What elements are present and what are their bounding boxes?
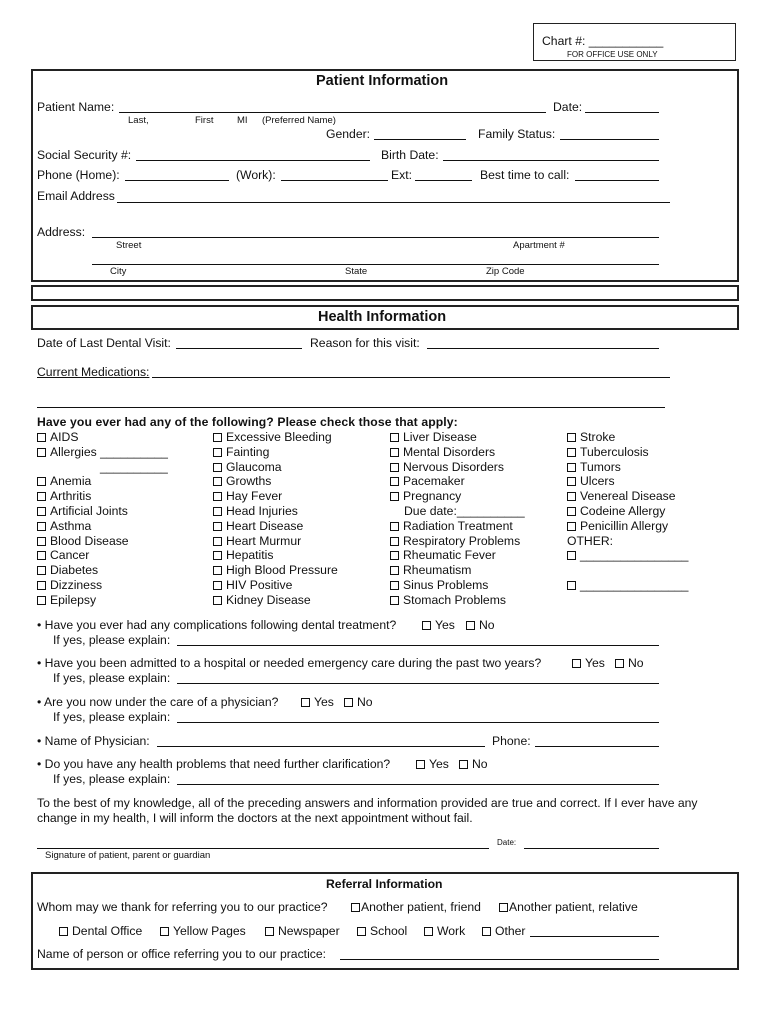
address-label: Address: bbox=[37, 225, 86, 239]
checkbox[interactable] bbox=[567, 433, 576, 442]
ext-field[interactable] bbox=[415, 180, 472, 181]
checkbox[interactable] bbox=[390, 477, 399, 486]
condition-tuberculosis[interactable]: Tuberculosis bbox=[567, 445, 688, 460]
apartment-hint: Apartment # bbox=[513, 240, 565, 251]
condition-high-blood-pressure[interactable]: High Blood Pressure bbox=[213, 563, 338, 578]
state-hint: State bbox=[345, 266, 368, 277]
checkbox[interactable] bbox=[37, 522, 46, 531]
checkbox[interactable] bbox=[567, 448, 576, 457]
checkbox[interactable] bbox=[213, 448, 222, 457]
medications-field-2[interactable] bbox=[37, 407, 665, 408]
reason-label: Reason for this visit: bbox=[310, 336, 420, 350]
office-use-note: FOR OFFICE USE ONLY bbox=[567, 50, 658, 59]
checkbox[interactable] bbox=[390, 463, 399, 472]
checkbox[interactable] bbox=[615, 659, 624, 668]
explain-label-3: If yes, please explain: bbox=[53, 710, 171, 724]
referrer-name-field[interactable] bbox=[340, 959, 659, 960]
checkbox[interactable] bbox=[390, 492, 399, 501]
condition-hay-fever[interactable]: Hay Fever bbox=[213, 489, 338, 504]
condition-hiv-positive[interactable]: HIV Positive bbox=[213, 578, 338, 593]
condition-ulcers[interactable]: Ulcers bbox=[567, 474, 688, 489]
opt-other[interactable]: Other bbox=[482, 924, 525, 938]
physician-name-field[interactable] bbox=[157, 746, 485, 747]
checkbox[interactable] bbox=[567, 522, 576, 531]
zip-hint: Zip Code bbox=[486, 266, 525, 277]
referral-question: Whom may we thank for referring you to our practice? bbox=[37, 900, 328, 914]
condition-codeine-allergy[interactable]: Codeine Allergy bbox=[567, 504, 688, 519]
checkbox[interactable] bbox=[37, 537, 46, 546]
ext-label: Ext: bbox=[391, 168, 412, 182]
explain-field-4[interactable] bbox=[177, 784, 659, 785]
checkbox[interactable] bbox=[390, 566, 399, 575]
condition-asthma[interactable]: Asthma bbox=[37, 519, 168, 534]
gender-label: Gender: bbox=[326, 127, 371, 141]
checkbox[interactable] bbox=[567, 581, 576, 590]
condition-allergies[interactable]: Allergies __________ bbox=[37, 445, 168, 460]
birth-date-field[interactable] bbox=[443, 160, 659, 161]
q-physician-care: • Are you now under the care of a physician? bbox=[37, 695, 279, 709]
checkbox[interactable] bbox=[213, 566, 222, 575]
street-hint: Street bbox=[116, 240, 142, 251]
checkbox[interactable] bbox=[37, 477, 46, 486]
q-complications-yes[interactable]: Yes bbox=[422, 618, 455, 632]
explain-label-2: If yes, please explain: bbox=[53, 671, 171, 685]
checkbox[interactable] bbox=[37, 551, 46, 560]
q-hospital: • Have you been admitted to a hospital or needed emergency care during the past two years? bbox=[37, 656, 542, 670]
family-status-field[interactable] bbox=[560, 139, 659, 140]
patient-name-label: Patient Name: bbox=[37, 100, 115, 114]
ssn-field[interactable] bbox=[136, 160, 370, 161]
condition-artificial-joints[interactable]: Artificial Joints bbox=[37, 504, 168, 519]
checkbox[interactable] bbox=[213, 581, 222, 590]
q-health-no[interactable]: No bbox=[459, 757, 488, 771]
q-hospital-yes[interactable]: Yes bbox=[572, 656, 605, 670]
condition-rheumatism[interactable]: Rheumatism bbox=[390, 563, 525, 578]
checkbox[interactable] bbox=[37, 581, 46, 590]
sig-date-field[interactable] bbox=[524, 848, 659, 849]
checkbox[interactable] bbox=[567, 492, 576, 501]
statement-line-1: To the best of my knowledge, all of the preceding answers and information provided are true and correct. If I ever have any bbox=[37, 796, 698, 810]
q-complications-no[interactable]: No bbox=[466, 618, 495, 632]
conditions-col-1 bbox=[37, 430, 168, 608]
condition-stroke[interactable]: Stroke bbox=[567, 430, 688, 445]
checkbox[interactable] bbox=[351, 903, 360, 912]
condition-glaucoma[interactable]: Glaucoma bbox=[213, 460, 338, 475]
medications-field-1[interactable] bbox=[152, 377, 670, 378]
condition-arthritis[interactable]: Arthritis bbox=[37, 489, 168, 504]
other-referral-field[interactable] bbox=[530, 936, 659, 937]
condition-venereal-disease[interactable]: Venereal Disease bbox=[567, 489, 688, 504]
other-label: OTHER: bbox=[567, 533, 614, 548]
opt-dental-office[interactable]: Dental Office bbox=[59, 924, 142, 938]
checkbox[interactable] bbox=[390, 522, 399, 531]
opt-work[interactable]: Work bbox=[424, 924, 465, 938]
checkbox[interactable] bbox=[37, 433, 46, 442]
condition-dizziness[interactable]: Dizziness bbox=[37, 578, 168, 593]
first-name-hint: First bbox=[195, 115, 214, 126]
condition-hepatitis[interactable]: Hepatitis bbox=[213, 548, 338, 563]
last-visit-field[interactable] bbox=[176, 348, 302, 349]
q-health-yes[interactable]: Yes bbox=[416, 757, 449, 771]
checkbox[interactable] bbox=[213, 537, 222, 546]
explain-field-3[interactable] bbox=[177, 722, 659, 723]
conditions-col-3 bbox=[390, 430, 525, 608]
checkbox[interactable] bbox=[499, 903, 508, 912]
birth-date-label: Birth Date: bbox=[381, 148, 439, 162]
checkbox[interactable] bbox=[567, 477, 576, 486]
checkbox[interactable] bbox=[567, 507, 576, 516]
patient-info-title: Patient Information bbox=[316, 73, 449, 89]
gender-field[interactable] bbox=[374, 139, 466, 140]
condition-aids[interactable]: AIDS bbox=[37, 430, 168, 445]
checkbox[interactable] bbox=[301, 698, 310, 707]
physician-phone-field[interactable] bbox=[535, 746, 659, 747]
checkbox[interactable] bbox=[37, 566, 46, 575]
city-state-zip-field[interactable] bbox=[92, 264, 659, 265]
checkbox[interactable] bbox=[424, 927, 433, 936]
opt-another-patient-friend[interactable]: Another patient, friend bbox=[351, 900, 481, 914]
referral-title: Referral Information bbox=[326, 877, 443, 891]
condition-kidney-disease[interactable]: Kidney Disease bbox=[213, 593, 338, 608]
opt-newspaper[interactable]: Newspaper bbox=[265, 924, 340, 938]
family-status-label: Family Status: bbox=[478, 127, 556, 141]
checkbox[interactable] bbox=[37, 507, 46, 516]
checkbox[interactable] bbox=[213, 551, 222, 560]
condition-pacemaker[interactable]: Pacemaker bbox=[390, 474, 525, 489]
condition-mental-disorders[interactable]: Mental Disorders bbox=[390, 445, 525, 460]
checkbox[interactable] bbox=[567, 463, 576, 472]
condition-stomach-problems[interactable]: Stomach Problems bbox=[390, 593, 525, 608]
checkbox[interactable] bbox=[265, 927, 274, 936]
condition-excessive-bleeding[interactable]: Excessive Bleeding bbox=[213, 430, 338, 445]
explain-field-2[interactable] bbox=[177, 683, 659, 684]
checkbox[interactable] bbox=[213, 492, 222, 501]
physician-name-label: • Name of Physician: bbox=[37, 734, 150, 748]
checkbox[interactable] bbox=[213, 477, 222, 486]
q-health-problems: • Do you have any health problems that need further clarification? bbox=[37, 757, 391, 771]
checkbox[interactable] bbox=[459, 760, 468, 769]
q-physician-yes[interactable]: Yes bbox=[301, 695, 334, 709]
patient-name-field[interactable] bbox=[119, 112, 546, 113]
checkbox[interactable] bbox=[567, 551, 576, 560]
ssn-label: Social Security #: bbox=[37, 148, 132, 162]
date-label: Date: bbox=[553, 100, 583, 114]
checkbox[interactable] bbox=[422, 621, 431, 630]
condition-liver-disease[interactable]: Liver Disease bbox=[390, 430, 525, 445]
explain-label-1: If yes, please explain: bbox=[53, 633, 171, 647]
condition-growths[interactable]: Growths bbox=[213, 474, 338, 489]
last-visit-label: Date of Last Dental Visit: bbox=[37, 336, 171, 350]
sig-date-label: Date: bbox=[497, 838, 517, 847]
condition-radiation-treatment[interactable]: Radiation Treatment bbox=[390, 519, 525, 534]
last-name-hint: Last, bbox=[128, 115, 149, 126]
condition-epilepsy[interactable]: Epilepsy bbox=[37, 593, 168, 608]
checkbox[interactable] bbox=[213, 463, 222, 472]
due-date-field[interactable]: Due date:__________ bbox=[404, 503, 525, 518]
mi-hint: MI bbox=[237, 115, 248, 126]
condition-anemia[interactable]: Anemia bbox=[37, 474, 168, 489]
condition-cancer[interactable]: Cancer bbox=[37, 548, 168, 563]
checkbox[interactable] bbox=[572, 659, 581, 668]
checkbox[interactable] bbox=[59, 927, 68, 936]
physician-phone-label: Phone: bbox=[492, 734, 531, 748]
checkbox[interactable] bbox=[160, 927, 169, 936]
preferred-name-hint: (Preferred Name) bbox=[262, 115, 336, 126]
checkbox[interactable] bbox=[482, 927, 491, 936]
opt-another-patient-relative[interactable]: Another patient, relative bbox=[499, 900, 638, 914]
best-time-field[interactable] bbox=[575, 180, 659, 181]
checkbox[interactable] bbox=[213, 507, 222, 516]
chart-number-label: Chart #: ___________ bbox=[542, 34, 664, 48]
condition-other-2[interactable]: ________________ bbox=[567, 578, 688, 593]
checkbox[interactable] bbox=[390, 448, 399, 457]
checkbox[interactable] bbox=[213, 522, 222, 531]
condition-blood-disease[interactable]: Blood Disease bbox=[37, 534, 168, 549]
condition-heart-disease[interactable]: Heart Disease bbox=[213, 519, 338, 534]
opt-school[interactable]: School bbox=[357, 924, 407, 938]
checkbox[interactable] bbox=[37, 448, 46, 457]
phone-work-label: (Work): bbox=[236, 168, 276, 182]
explain-label-4: If yes, please explain: bbox=[53, 772, 171, 786]
best-time-label: Best time to call: bbox=[480, 168, 570, 182]
phone-home-label: Phone (Home): bbox=[37, 168, 120, 182]
condition-other-1[interactable]: ________________ bbox=[567, 548, 688, 563]
q-complications: • Have you ever had any complications following dental treatment? bbox=[37, 618, 397, 632]
blank-row bbox=[567, 563, 688, 578]
condition-tumors[interactable]: Tumors bbox=[567, 460, 688, 475]
statement-line-2: change in my health, I will inform the doctors at the next appointment without fail. bbox=[37, 811, 473, 825]
condition-rheumatic-fever[interactable]: Rheumatic Fever bbox=[390, 548, 525, 563]
signature-label: Signature of patient, parent or guardian bbox=[45, 850, 211, 861]
email-field[interactable] bbox=[117, 202, 670, 203]
checkbox[interactable] bbox=[390, 596, 399, 605]
opt-yellow-pages[interactable]: Yellow Pages bbox=[160, 924, 246, 938]
condition-fainting[interactable]: Fainting bbox=[213, 445, 338, 460]
medications-label: Current Medications: bbox=[37, 365, 150, 379]
health-info-title: Health Information bbox=[318, 309, 447, 325]
condition-diabetes[interactable]: Diabetes bbox=[37, 563, 168, 578]
checkbox[interactable] bbox=[390, 433, 399, 442]
condition-respiratory-problems[interactable]: Respiratory Problems bbox=[390, 534, 525, 549]
checkbox[interactable] bbox=[357, 927, 366, 936]
conditions-question: Have you ever had any of the following? Please check those that apply: bbox=[37, 415, 458, 429]
conditions-col-4 bbox=[567, 430, 688, 593]
referrer-name-label: Name of person or office referring you to our practice: bbox=[37, 947, 327, 961]
condition-nervous-disorders[interactable]: Nervous Disorders bbox=[390, 460, 525, 475]
street-field[interactable] bbox=[92, 237, 659, 238]
condition-heart-murmur[interactable]: Heart Murmur bbox=[213, 534, 338, 549]
condition-head-injuries[interactable]: Head Injuries bbox=[213, 504, 338, 519]
condition-pregnancy[interactable]: Pregnancy bbox=[390, 489, 525, 504]
checkbox[interactable] bbox=[37, 492, 46, 501]
allergies-continuation[interactable]: __________ bbox=[100, 459, 168, 474]
condition-penicillin-allergy[interactable]: Penicillin Allergy bbox=[567, 519, 688, 534]
checkbox[interactable] bbox=[37, 596, 46, 605]
q-hospital-no[interactable]: No bbox=[615, 656, 644, 670]
signature-field[interactable] bbox=[37, 848, 489, 849]
condition-sinus-problems[interactable]: Sinus Problems bbox=[390, 578, 525, 593]
checkbox[interactable] bbox=[390, 537, 399, 546]
email-label: Email Address bbox=[37, 189, 115, 203]
checkbox[interactable] bbox=[213, 433, 222, 442]
checkbox[interactable] bbox=[344, 698, 353, 707]
section-divider bbox=[31, 285, 739, 301]
checkbox[interactable] bbox=[416, 760, 425, 769]
reason-field[interactable] bbox=[427, 348, 659, 349]
q-physician-no[interactable]: No bbox=[344, 695, 373, 709]
checkbox[interactable] bbox=[213, 596, 222, 605]
checkbox[interactable] bbox=[390, 551, 399, 560]
conditions-col-2 bbox=[213, 430, 338, 608]
phone-work-field[interactable] bbox=[281, 180, 388, 181]
date-field[interactable] bbox=[585, 112, 659, 113]
checkbox[interactable] bbox=[390, 581, 399, 590]
phone-home-field[interactable] bbox=[125, 180, 229, 181]
explain-field-1[interactable] bbox=[177, 645, 659, 646]
checkbox[interactable] bbox=[466, 621, 475, 630]
city-hint: City bbox=[110, 266, 127, 277]
